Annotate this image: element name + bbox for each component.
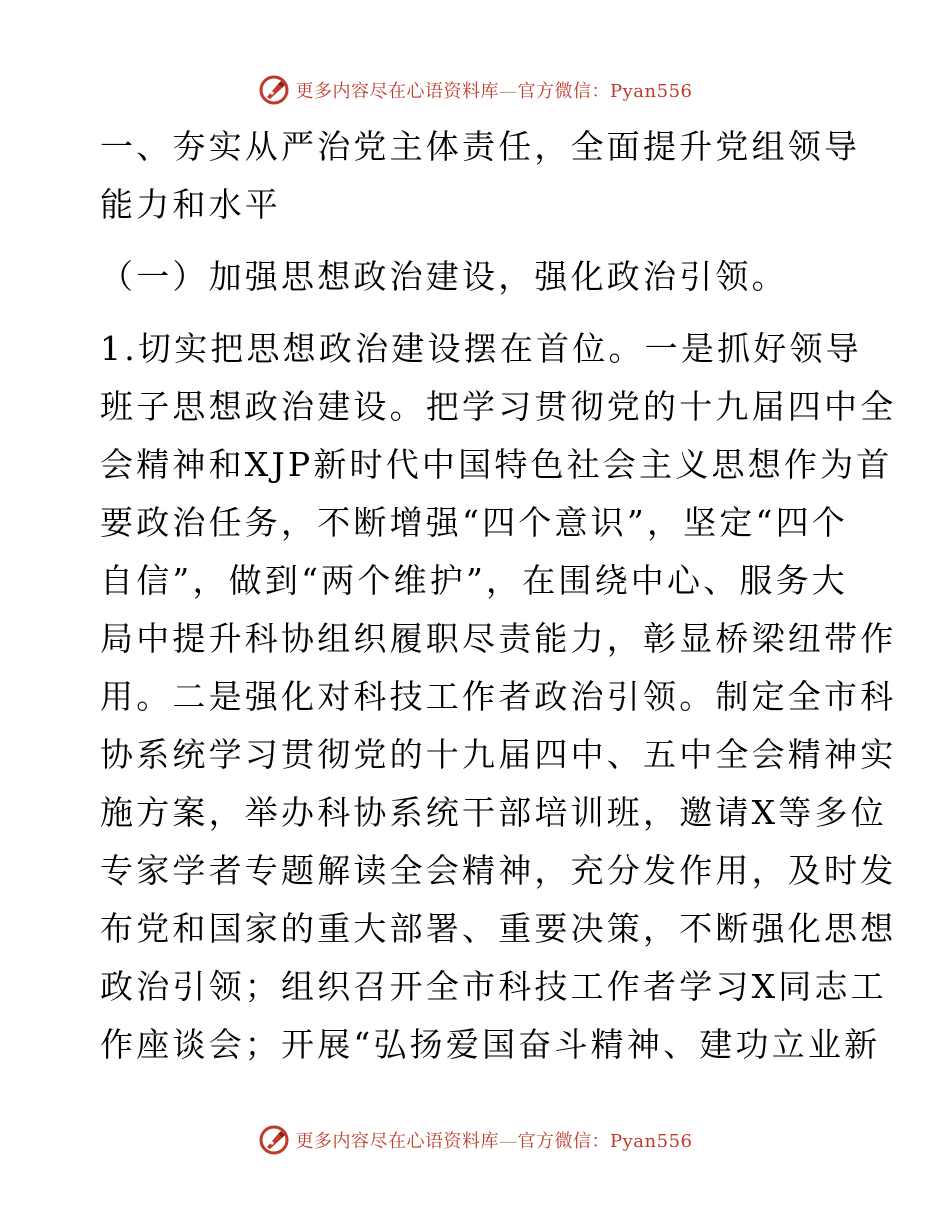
banner-brand: 更多内容尽在心语资料库: [295, 1131, 500, 1152]
paragraph-line: 1.切实把思想政治建设摆在首位。一是抓好领导: [100, 329, 862, 368]
section-heading-line-1: 一、夯实从严治党主体责任，全面提升党组领导: [100, 127, 861, 166]
banner-brand: 更多内容尽在心语资料库: [295, 81, 500, 102]
paragraph-line: 布党和国家的重大部署、重要决策，不断强化思想: [100, 909, 897, 948]
pen-nib-icon: [258, 1124, 290, 1156]
paragraph-line: 专家学者专题解读全会精神，充分发作用，及时发: [100, 851, 897, 890]
paragraph-line: 局中提升科协组织履职尽责能力，彰显桥梁纽带作: [100, 619, 897, 658]
document-body: [100, 118, 897, 1074]
paragraph-line: 政治引领；组织召开全市科技工作者学习X同志工: [100, 967, 887, 1006]
paragraph-line: 班子思想政治建设。把学习贯彻党的十九届四中全: [100, 387, 897, 426]
footer-watermark-banner: [0, 1122, 950, 1158]
paragraph-line: 自信”，做到“两个维护”，在围绕中心、服务大: [100, 561, 849, 600]
header-watermark-banner: [0, 72, 950, 108]
section-heading-line-2: 能力和水平: [100, 185, 281, 224]
paragraph-line: 会精神和XJP新时代中国特色社会主义思想作为首: [100, 445, 893, 484]
banner-separator: —: [499, 81, 518, 102]
paragraph-line: 用。二是强化对科技工作者政治引领。制定全市科: [100, 677, 897, 716]
paragraph-line: 作座谈会；开展“弘扬爱国奋斗精神、建功立业新: [100, 1025, 881, 1064]
banner-text: [296, 77, 693, 103]
pen-nib-icon: [258, 74, 290, 106]
subsection-heading: （一）加强思想政治建设，强化政治引领。: [100, 257, 788, 296]
paragraph-line: 协系统学习贯彻党的十九届四中、五中全会精神实: [100, 735, 897, 774]
paragraph-line: 施方案，举办科协系统干部培训班，邀请X等多位: [100, 793, 887, 832]
banner-wechat: 官方微信：Pyan556: [517, 81, 693, 102]
banner-separator: —: [499, 1131, 518, 1152]
banner-wechat: 官方微信：Pyan556: [517, 1131, 693, 1152]
banner-text: [296, 1127, 693, 1153]
paragraph-line: 要政治任务，不断增强“四个意识”，坚定“四个: [100, 503, 849, 542]
